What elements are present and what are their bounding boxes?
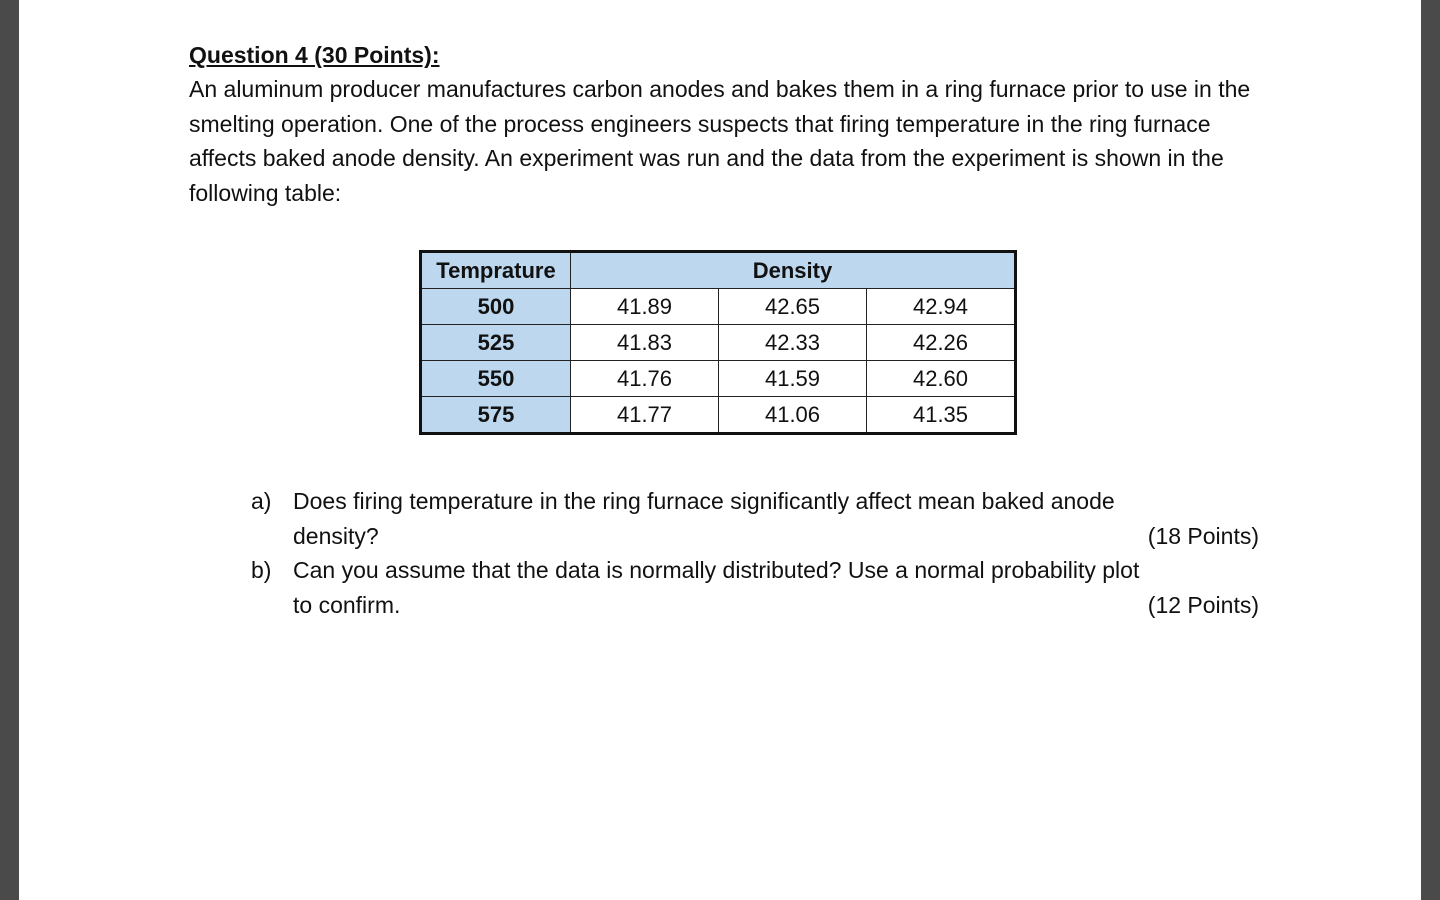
part-a-points: (18 Points) xyxy=(1147,522,1259,549)
document-page xyxy=(19,0,1421,900)
density-cell: 42.60 xyxy=(867,361,1016,397)
density-cell: 41.77 xyxy=(571,397,719,434)
density-cell: 41.59 xyxy=(719,361,867,397)
header-temperature: Temprature xyxy=(421,252,571,289)
part-a-text-line1: Does firing temperature in the ring furnace significantly affect mean baked anode xyxy=(293,488,1115,514)
header-density: Density xyxy=(571,252,1016,289)
temp-cell: 500 xyxy=(421,289,571,325)
density-cell: 42.26 xyxy=(867,325,1016,361)
density-cell: 41.06 xyxy=(719,397,867,434)
temp-cell: 525 xyxy=(421,325,571,361)
part-b xyxy=(229,553,1259,622)
question-parts xyxy=(229,484,1259,622)
density-cell: 42.94 xyxy=(867,289,1016,325)
part-b-marker: b) xyxy=(251,557,272,583)
density-cell: 41.76 xyxy=(571,361,719,397)
density-cell: 42.33 xyxy=(719,325,867,361)
part-b-line2-wrap xyxy=(293,588,1259,623)
part-a xyxy=(229,484,1259,553)
density-cell: 42.65 xyxy=(719,289,867,325)
density-cell: 41.89 xyxy=(571,289,719,325)
temp-cell: 550 xyxy=(421,361,571,397)
question-title: Question 4 (30 Points): xyxy=(189,42,440,68)
density-cell: 41.83 xyxy=(571,325,719,361)
table-row xyxy=(421,289,1016,325)
part-a-text-line2: density? xyxy=(293,522,379,549)
part-a-line2-wrap xyxy=(293,519,1259,554)
part-b-text-line1: Can you assume that the data is normally distributed? Use a normal probability plot xyxy=(293,557,1140,583)
temp-cell: 575 xyxy=(421,397,571,434)
part-b-text-line2: to confirm. xyxy=(293,591,401,618)
density-table-wrapper xyxy=(419,250,1017,435)
table-header-row xyxy=(421,252,1016,289)
question-intro: An aluminum producer manufactures carbon anodes and bakes them in a ring furnace prior to use in the smelting operation. One of the process engineers suspects that firing temperature in the ring furnace affects baked anode density. An experiment was run and the data from the experiment is shown in the following table: xyxy=(189,76,1251,206)
density-cell: 41.35 xyxy=(867,397,1016,434)
table-row xyxy=(421,361,1016,397)
part-b-points: (12 Points) xyxy=(1147,591,1259,618)
table-row xyxy=(421,397,1016,434)
part-a-marker: a) xyxy=(251,488,272,514)
question-content xyxy=(189,38,1269,618)
table-row xyxy=(421,325,1016,361)
density-table xyxy=(419,250,1017,435)
